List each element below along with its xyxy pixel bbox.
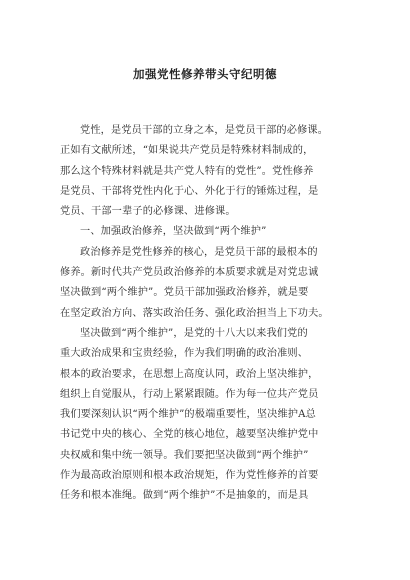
body-line: 央权威和集中统一领导。我们要把坚决做到“两个维护” <box>60 449 309 461</box>
body-line: 根本的政治要求，在思想上高度认同，政治上坚决维护， <box>60 368 319 380</box>
body-line: 在坚定政治方向、落实政治任务、强化政治担当上下功夫。 <box>60 307 329 319</box>
body-line: 组织上自觉服从，行动上紧紧跟随。作为每一位共产党员 <box>60 388 319 400</box>
body-line: 书记党中央的核心、全党的核心地位，越要坚决维护党中 <box>60 429 319 441</box>
body-line: 党员、干部一辈子的必修课、进修课。 <box>60 206 236 218</box>
body-line: 坚决做到“两个维护”，是党的十八大以来我们党的 <box>80 327 308 339</box>
body-line: 任务和根本准绳。做到“两个维护”不是抽象的，而是具 <box>60 490 309 502</box>
document-body <box>60 121 365 507</box>
body-line: 是党员、干部将党性内化于心、外化于行的锤炼过程，是 <box>60 185 319 197</box>
body-line: 那么这个特殊材料就是共产党人特有的党性”。党性修养 <box>60 165 314 177</box>
body-line: 政治修养是党性修养的核心，是党员干部的最根本的 <box>80 246 318 258</box>
body-line: 正如有文献所述，“如果说共产党员是特殊材料制成的， <box>60 145 314 157</box>
body-line: 一、加强政治修养，坚决做到“两个维护” <box>80 226 267 238</box>
document-title: 加强党性修养带头守纪明德 <box>133 67 277 81</box>
body-line: 修养。新时代共产党员政治修养的本质要求就是对党忠诚 <box>60 267 319 279</box>
body-line: 作为最高政治原则和根本政治规矩，作为党性修养的首要 <box>60 470 319 482</box>
body-line: 党性，是党员干部的立身之本，是党员干部的必修课。 <box>80 125 329 136</box>
body-line: 我们要深刻认识“两个维护”的极端重要性，坚决维护A总 <box>60 409 316 421</box>
body-line: 重大政治成果和宝贵经验，作为我们明确的政治准则、 <box>60 348 309 360</box>
body-line: 坚决做到“两个维护”。党员干部加强政治修养，就是要 <box>60 287 309 299</box>
